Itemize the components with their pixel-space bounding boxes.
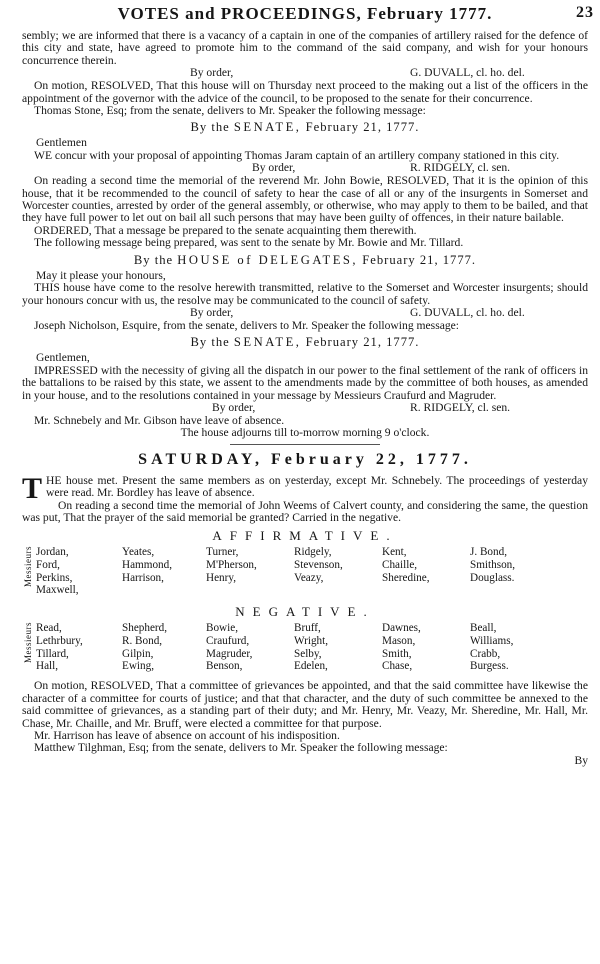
voter-name: Chaille, (382, 558, 418, 571)
signature-line (22, 162, 588, 175)
paragraph: WE concur with your proposal of appointing Thomas Jaram captain of an artillery company stationed in this city. (34, 148, 560, 162)
name-column (294, 546, 343, 584)
voter-name: Ford, (36, 558, 60, 571)
heading-by: By the (133, 252, 174, 267)
heading-body: SENATE, (233, 335, 302, 350)
document-page (22, 4, 594, 767)
paragraph: Joseph Nicholson, Esquire, from the senate, delivers to Mr. Speaker the following message: (34, 318, 460, 332)
voter-name: Sheredine, (382, 571, 430, 584)
paragraph: On motion, RESOLVED, That this house will on Thursday next proceed to the making out a list of the officers in the appointment of the governor with the advice of the council, to be proposed to the senate for their concurrence. (22, 79, 588, 105)
voter-name: Henry, (206, 571, 237, 584)
message-heading (22, 119, 588, 135)
voter-name: Harrison, (122, 571, 164, 584)
voter-name: Douglass. (470, 571, 515, 584)
voter-name: Crabb, (470, 647, 501, 660)
voter-name: R. Bond, (122, 634, 163, 647)
signature-line (22, 402, 588, 415)
name-column (294, 622, 328, 672)
signature-line (22, 67, 588, 80)
heading-body: HOUSE of DELEGATES, (177, 252, 359, 267)
section-divider (230, 444, 380, 445)
name-column (122, 546, 172, 584)
name-column (470, 622, 513, 672)
by-order: By order, (190, 305, 234, 319)
voter-name: Yeates, (122, 546, 155, 559)
name-column (382, 622, 421, 672)
paragraph: Thomas Stone, Esq; from the senate, delivers to Mr. Speaker the following message: (34, 104, 426, 118)
name-column (382, 546, 430, 584)
paragraph-text: HE house met. Present the same members as on yesterday, except Mr. Schnebely. The proceedings of yesterday were read. Mr. Bordley has leave of absence. (46, 473, 588, 500)
voter-name: Chase, (382, 660, 413, 673)
voter-name: Lethrbury, (36, 634, 83, 647)
negative-vote-list (22, 622, 588, 676)
affirmative-heading: AFFIRMATIVE. (212, 528, 398, 544)
by-order: By order, (212, 400, 256, 414)
voter-name: Selby, (294, 647, 322, 660)
paragraph: ORDERED, That a message be prepared to the senate acquainting them therewith. (34, 223, 417, 237)
voter-name: Smith, (382, 647, 412, 660)
voter-name: Craufurd, (206, 634, 250, 647)
negative-heading: NEGATIVE. (235, 604, 375, 620)
voter-name: Bruff, (294, 622, 321, 635)
voter-name: J. Bond, (470, 546, 507, 559)
voter-name: Perkins, (36, 571, 73, 584)
voter-name: Wright, (294, 634, 329, 647)
voter-name: Magruder, (206, 647, 253, 660)
voter-name: Edelen, (294, 660, 328, 673)
paragraph (22, 471, 588, 505)
heading-by: By the (190, 120, 230, 135)
salutation: Gentlemen (36, 136, 87, 150)
running-header (22, 4, 594, 30)
message-heading (22, 252, 588, 268)
voter-name: Maxwell, (36, 584, 79, 597)
signatory: R. RIDGELY, cl. sen. (410, 400, 511, 414)
voter-name: Shepherd, (122, 622, 168, 635)
voter-name: Beall, (470, 622, 497, 635)
signatory: G. DUVALL, cl. ho. del. (410, 66, 525, 80)
voter-name: Gilpin, (122, 647, 154, 660)
paragraph: On reading a second time the memorial of John Weems of Calvert county, and considering the same, the question was put, That the prayer of the said memorial be granted? Carried in the negative. (22, 498, 588, 524)
voter-name: Williams, (470, 634, 514, 647)
voter-name: Burgess. (470, 660, 509, 673)
salutation: Gentlemen, (36, 351, 90, 365)
paragraph: sembly; we are informed that there is a vacancy of a captain in one of the companies of artillery raised for the defence of this city and state, have agreed to promote him to the command of the said company, and wish for your honours concurrence therein. (22, 29, 588, 67)
paragraph: Matthew Tilghman, Esq; from the senate, delivers to Mr. Speaker the following message: (34, 741, 448, 755)
voter-name: Dawnes, (382, 622, 421, 635)
salutation: May it please your honours, (36, 268, 166, 282)
name-column (206, 622, 252, 672)
voter-name: Kent, (382, 546, 407, 559)
voter-name: Turner, (206, 546, 239, 559)
heading-body: SENATE, (233, 120, 302, 135)
paragraph: Mr. Schnebely and Mr. Gibson have leave of absence. (34, 413, 285, 427)
signatory: G. DUVALL, cl. ho. del. (410, 305, 525, 319)
day-heading: SATURDAY, February 22, 1777. (138, 450, 472, 468)
header-title: VOTES and PROCEEDINGS, February 1777. (117, 4, 493, 23)
signature-line (22, 307, 588, 320)
messieurs-label: Messieurs (23, 546, 33, 588)
voter-name: Benson, (206, 660, 243, 673)
adjournment-line: The house adjourns till to-morrow morning 9 o'clock. (180, 426, 430, 440)
voter-name: Smithson, (470, 558, 516, 571)
name-column (206, 546, 257, 584)
voter-name: Mason, (382, 634, 416, 647)
catchword: By (574, 753, 588, 767)
voter-name: M'Pherson, (206, 558, 257, 571)
by-order: By order, (252, 161, 296, 175)
by-order: By order, (190, 66, 234, 80)
voter-name: Bowie, (206, 622, 239, 635)
heading-date: February 21, 1777. (305, 120, 420, 135)
paragraph: The following message being prepared, was sent to the senate by Mr. Bowie and Mr. Tillard. (34, 236, 464, 250)
name-column (36, 546, 79, 596)
heading-date: February 21, 1777. (362, 252, 477, 267)
voter-name: Stevenson, (294, 558, 343, 571)
voter-name: Ewing, (122, 660, 155, 673)
voter-name: Veazy, (294, 571, 324, 584)
affirmative-vote-list (22, 546, 588, 600)
signatory: R. RIDGELY, cl. sen. (410, 161, 511, 175)
voter-name: Ridgely, (294, 546, 332, 559)
heading-by: By the (190, 335, 230, 350)
name-column (36, 622, 83, 672)
paragraph: THIS house have come to the resolve herewith transmitted, relative to the Somerset and Worcester insurgents; should your honours concur with us, the resolve may be communicated to the council of safety. (22, 281, 588, 307)
paragraph: On reading a second time the memorial of the reverend Mr. John Bowie, RESOLVED, That it is the opinion of this house, that it be recommended to the council of safety to hear the case of all or any of the insurgents in Somerset and Worcester counties, arrested by order of the general assembly, or otherwise, who may apply to them to be bailed, and that they have full power to let out on bail all such persons that may have been guilty of offences, in their nature bailable. (22, 174, 588, 225)
message-heading (22, 334, 588, 350)
drop-cap: T (22, 471, 43, 505)
voter-name: Jordan, (36, 546, 69, 559)
voter-name: Hall, (36, 660, 59, 673)
voter-name: Hammond, (122, 558, 173, 571)
page-number: 23 (576, 4, 594, 21)
name-column (470, 546, 515, 584)
paragraph: On motion, RESOLVED, That a committee of grievances be appointed, and that the said committee have likewise the character of a committee for courts of justice; and that that character, and the duty of such committee be annexed to the said committee of grievances, as a standing part of their duty; and Mr. Henry, Mr. Veazy, Mr. Sheredine, Mr. Hall, Mr. Chase, Mr. Chaille, and Mr. Bruff, were elected a committee for that purpose. (22, 679, 588, 730)
voter-name: Tillard, (36, 647, 69, 660)
heading-date: February 21, 1777. (305, 335, 420, 350)
messieurs-label: Messieurs (23, 622, 33, 664)
paragraph: Mr. Harrison has leave of absence on account of his indisposition. (34, 729, 340, 742)
paragraph: IMPRESSED with the necessity of giving all the dispatch in our power to the final settlement of the rank of officers in the battalions to be raised by this state, we assent to the amendments made by the committee of both houses, as amended in your house, and to the resolutions contained in your message by Messieurs Craufurd and Magruder. (22, 363, 588, 402)
voter-name: Read, (36, 622, 62, 635)
name-column (122, 622, 167, 672)
